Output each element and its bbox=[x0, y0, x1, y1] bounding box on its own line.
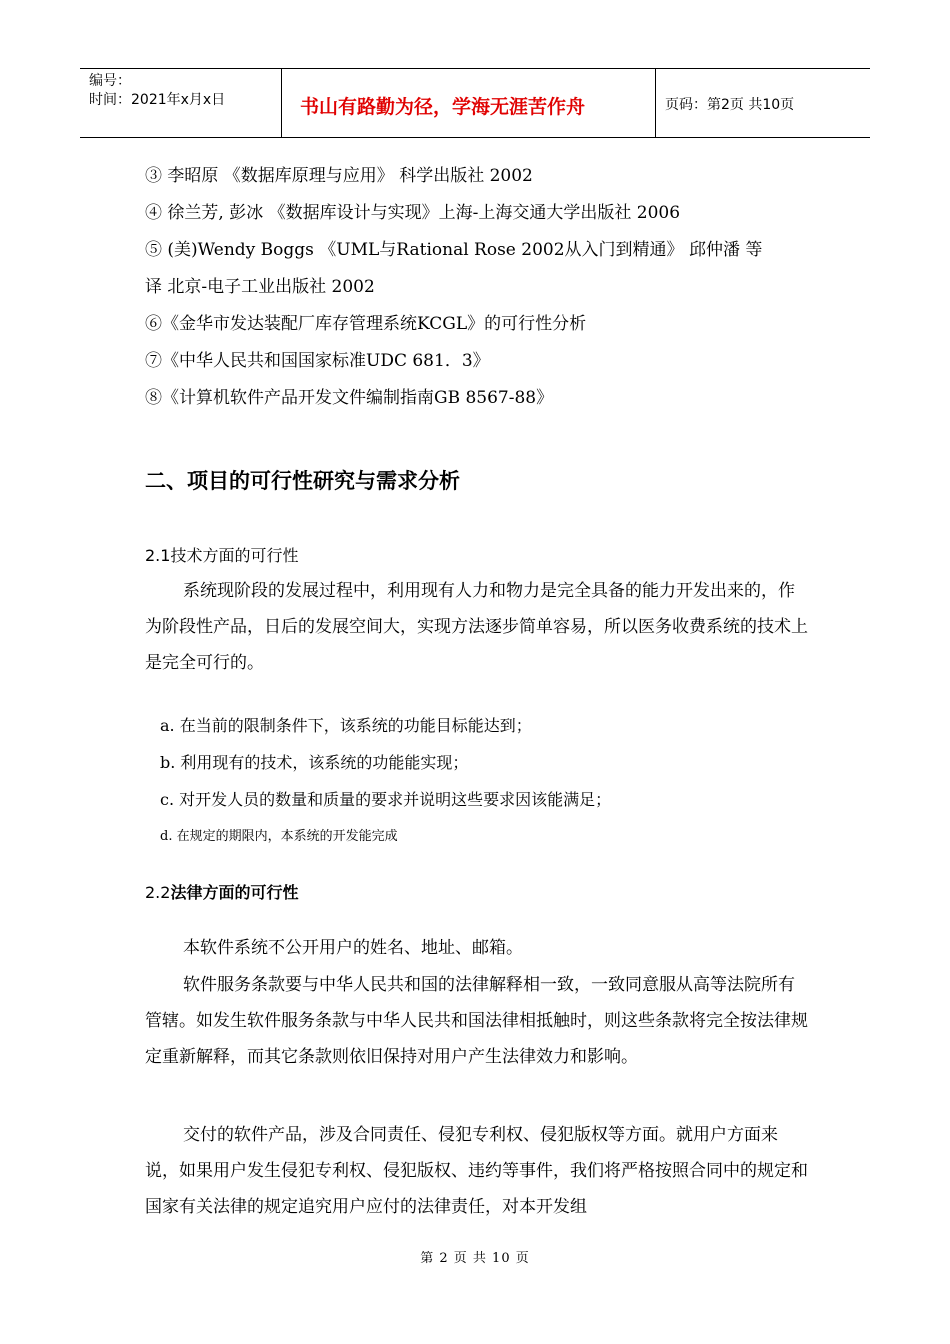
legal-paragraph-3: 交付的软件产品，涉及合同责任、侵犯专利权、侵犯版权等方面。就用户方面来说，如果用户发生侵犯专利权、侵犯版权、违约等事件，我们将严格按照合同中的规定和国家有关法律的规定追究用户应付的法律责任，对本开发组 bbox=[145, 1125, 808, 1217]
reference-item: ⑦《中华人民共和国国家标准UDC 681．3》 bbox=[145, 351, 490, 371]
legal-heading-number: 2.2 bbox=[145, 883, 171, 902]
tech-list-item: d. 在规定的期限内，本系统的开发能完成 bbox=[160, 829, 398, 844]
legal-heading-text: 法律方面的可行性 bbox=[170, 883, 299, 902]
page-header bbox=[80, 68, 870, 138]
tech-heading-text: 技术方面的可行性 bbox=[170, 546, 299, 565]
legal-heading bbox=[145, 880, 298, 903]
tech-heading-number: 2.1 bbox=[145, 546, 171, 565]
reference-item: ③ 李昭原 《数据库原理与应用》 科学出版社 2002 bbox=[145, 166, 533, 186]
legal-paragraph-1: 本软件系统不公开用户的姓名、地址、邮箱。 bbox=[183, 938, 523, 958]
page-info: 页码：第2页 共10页 bbox=[665, 97, 795, 113]
tech-list-item: c. 对开发人员的数量和质量的要求并说明这些要求因该能满足； bbox=[160, 790, 612, 809]
page-footer: 第 2 页 共 10 页 bbox=[420, 1251, 530, 1266]
reference-item: ⑥《金华市发达装配厂库存管理系统KCGL》的可行性分析 bbox=[145, 314, 587, 334]
reference-item: ⑤ (美)Wendy Boggs 《UML与Rational Rose 2002从入门到精通》 邱仲潘 等 bbox=[145, 240, 763, 260]
motto-text: 书山有路勤为径，学海无涯苦作舟 bbox=[300, 96, 586, 118]
tech-heading bbox=[145, 543, 298, 566]
header-motto-cell bbox=[281, 69, 656, 137]
reference-item-continued: 译 北京-电子工业出版社 2002 bbox=[145, 277, 375, 297]
tech-list-item: a. 在当前的限制条件下，该系统的功能目标能达到； bbox=[160, 716, 532, 735]
tech-paragraph: 系统现阶段的发展过程中，利用现有人力和物力是完全具备的能力开发出来的，作为阶段性产品，日后的发展空间大，实现方法逐步简单容易，所以医务收费系统的技术上是完全可行的。 bbox=[145, 581, 808, 673]
legal-paragraph-2: 软件服务条款要与中华人民共和国的法律解释相一致，一致同意服从高等法院所有管辖。如发生软件服务条款与中华人民共和国法律相抵触时，则这些条款将完全按法律规定重新解释，而其它条款则依旧保持对用户产生法律效力和影响。 bbox=[145, 975, 808, 1067]
reference-item: ④ 徐兰芳, 彭冰 《数据库设计与实现》上海-上海交通大学出版社 2006 bbox=[145, 203, 681, 223]
section-title: 二、项目的可行性研究与需求分析 bbox=[145, 469, 460, 493]
document-time: 时间：2021年x月x日 bbox=[89, 92, 226, 108]
tech-list-item: b. 利用现有的技术，该系统的功能能实现； bbox=[160, 753, 469, 772]
document-number: 编号： bbox=[89, 73, 131, 89]
header-page-cell bbox=[655, 69, 870, 137]
header-meta-cell bbox=[80, 69, 281, 137]
reference-item: ⑧《计算机软件产品开发文件编制指南GB 8567-88》 bbox=[145, 388, 554, 408]
